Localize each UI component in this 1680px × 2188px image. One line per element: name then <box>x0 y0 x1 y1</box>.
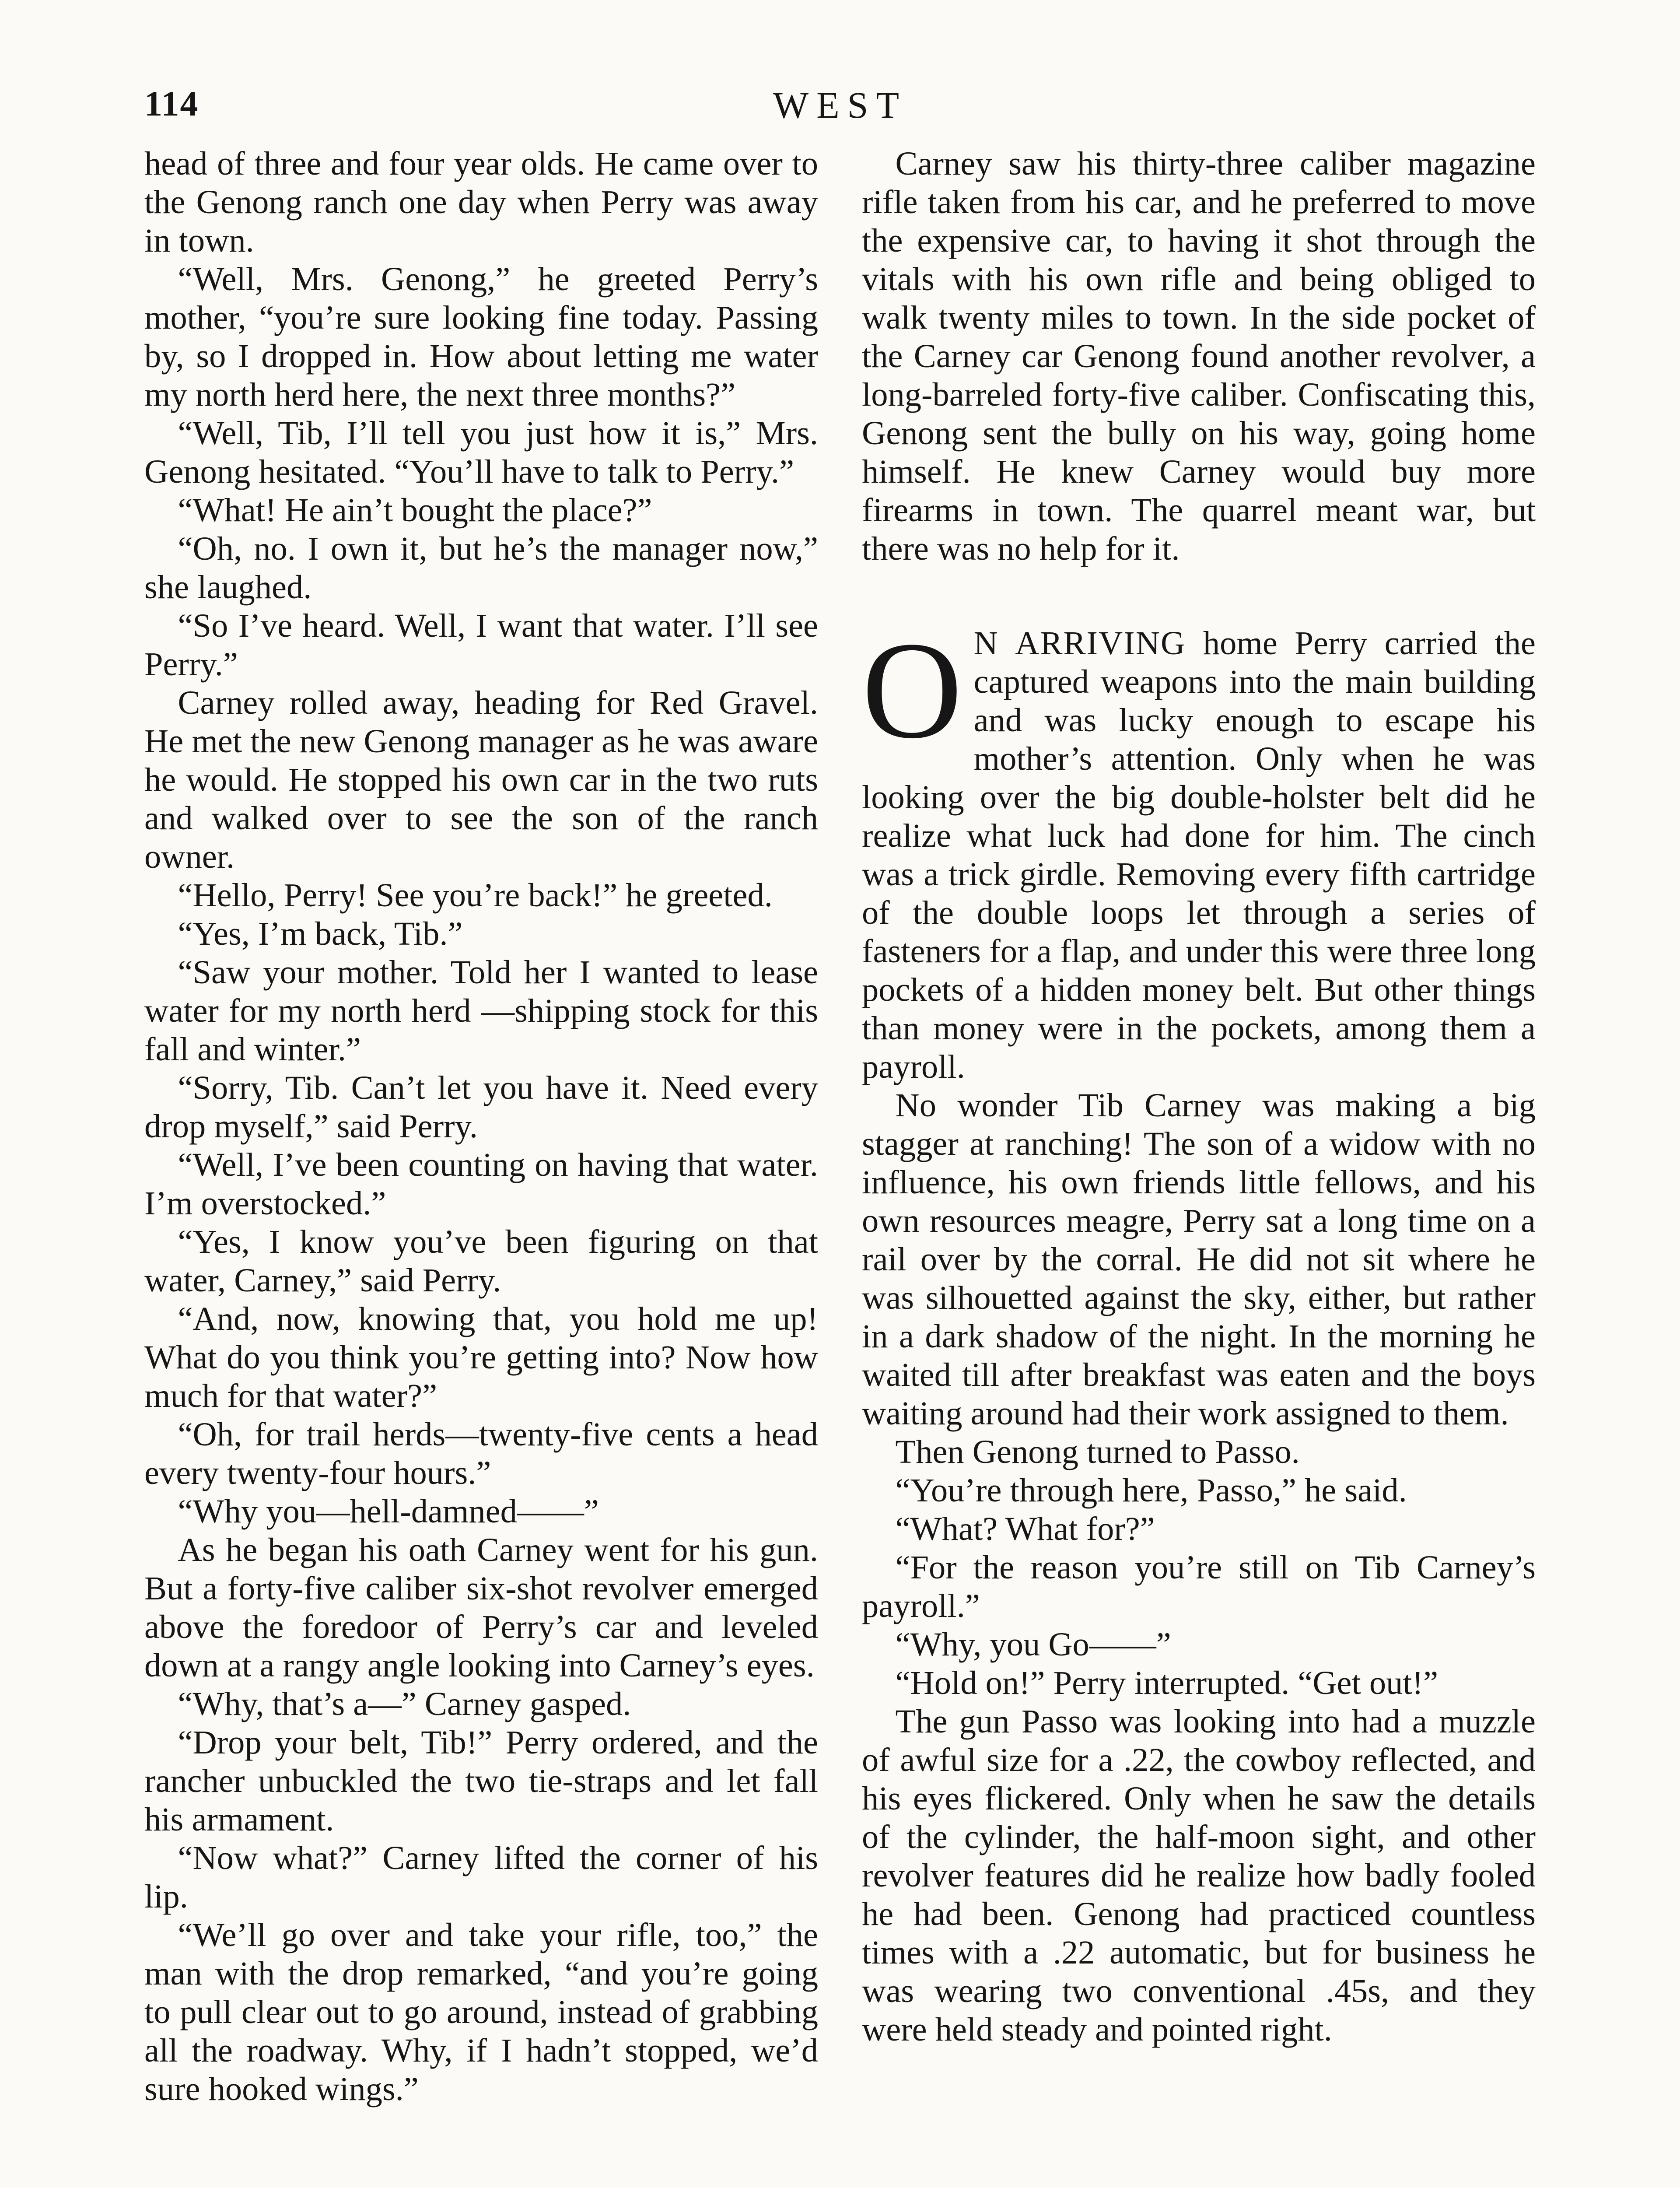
paragraph: “Oh, for trail herds—twenty-five cents a head every twenty-four hours.” <box>144 1416 818 1491</box>
paragraph: “For the reason you’re still on Tib Carney’s payroll.” <box>862 1549 1536 1624</box>
paragraph: “So I’ve heard. Well, I want that water. I’ll see Perry.” <box>144 607 818 683</box>
right-column <box>862 144 1536 2188</box>
section-opening-paragraph <box>862 613 1536 1086</box>
lead-in: N ARRIVING <box>973 624 1186 662</box>
left-column <box>144 144 818 2188</box>
paragraph: “Well, Tib, I’ll tell you just how it is,” Mrs. Genong hesitated. “You’ll have to talk to Perry.” <box>144 414 818 490</box>
paragraph: “Hello, Perry! See you’re back!” he greeted. <box>178 877 773 914</box>
page-header <box>144 83 1536 131</box>
paragraph: “Why you—hell-damned——” <box>178 1493 599 1530</box>
page-number: 114 <box>144 84 199 123</box>
paragraph: “Why, you Go——” <box>895 1626 1171 1663</box>
paragraph: No wonder Tib Carney was making a big stagger at ranching! The son of a widow with no influence, his own friends little fellows, and his own resources meagre, Perry sat a long time on a rail over by the corral. He did not sit where he was silhouetted against the sky, either, but rather in a dark shadow of the night. In the morning he waited till after breakfast was eaten and the boys waiting around had their work assigned to them. <box>862 1087 1536 1432</box>
paragraph: Carney saw his thirty-three caliber magazine rifle taken from his car, and he preferred to move the expensive car, to having it shot through the vitals with his own rifle and being obliged to walk twenty miles to town. In the side pocket of the Carney car Genong found another revolver, a long-barreled forty-five caliber. Confiscating this, Genong sent the bully on his way, going home himself. He knew Carney would buy more firearms in town. The quarrel meant war, but there was no help for it. <box>862 145 1536 567</box>
paragraph: Then Genong turned to Passo. <box>895 1433 1300 1470</box>
paragraph: “Yes, I’m back, Tib.” <box>178 915 463 952</box>
paragraph: “Yes, I know you’ve been figuring on that water, Carney,” said Perry. <box>144 1223 818 1299</box>
paragraph: “What? What for?” <box>895 1510 1155 1547</box>
paragraph: “Drop your belt, Tib!” Perry ordered, and the rancher unbuckled the two tie-straps and let fall his armament. <box>144 1724 818 1838</box>
paragraph: “Well, I’ve been counting on having that water. I’m overstocked.” <box>144 1146 818 1222</box>
paragraph: “Saw your mother. Told her I wanted to lease water for my north herd —shipping stock for this fall and winter.” <box>144 954 818 1068</box>
paragraph: “Hold on!” Perry interrupted. “Get out!” <box>895 1664 1438 1701</box>
paragraph: “Now what?” Carney lifted the corner of his lip. <box>144 1839 818 1915</box>
paragraph: “And, now, knowing that, you hold me up! What do you think you’re getting into? Now how much for that water?” <box>144 1300 818 1414</box>
paragraph: “You’re through here, Passo,” he said. <box>895 1472 1407 1509</box>
paragraph: Carney rolled away, heading for Red Gravel. He met the new Genong manager as he was aware he would. He stopped his own car in the two ruts and walked over to see the son of the ranch owner. <box>144 684 818 875</box>
paragraph: “We’ll go over and take your rifle, too,” the man with the drop remarked, “and you’re going to pull clear out to go around, instead of grabbing all the roadway. Why, if I hadn’t stopped, we’d sure hooked wings.” <box>144 1916 818 2107</box>
paragraph: “What! He ain’t bought the place?” <box>178 491 652 529</box>
section-text: home Perry carried the captured weapons into the main building and was lucky enough to escape his mother’s attention. Only when he was looking over the big double-holster belt did he realize what luck had done for him. The cinch was a trick girdle. Removing every fifth cartridge of the double loops let through a series of fasteners for a flap, and under this were three long pockets of a hidden money belt. But other things than money were in the pockets, among them a payroll. <box>862 624 1536 1085</box>
paragraph: “Sorry, Tib. Can’t let you have it. Need every drop myself,” said Perry. <box>144 1069 818 1145</box>
paragraph: As he began his oath Carney went for his gun. But a forty-five caliber six-shot revolver emerged above the foredoor of Perry’s car and leveled down at a rangy angle looking into Carney’s eyes. <box>144 1531 818 1684</box>
paragraph: The gun Passo was looking into had a muzzle of awful size for a .22, the cowboy reflected, and his eyes flickered. Only when he saw the details of the cylinder, the half-moon sight, and other revolver features did he realize how badly fooled he had been. Genong had practiced countless times with a .22 automatic, but for business he was wearing two conventional .45s, and they were held steady and pointed right. <box>862 1703 1536 2048</box>
drop-cap: O <box>862 613 962 767</box>
running-head: WEST <box>773 84 907 126</box>
paragraph: “Why, that’s a—” Carney gasped. <box>178 1685 631 1722</box>
paragraph: “Oh, no. I own it, but he’s the manager now,” she laughed. <box>144 530 818 606</box>
paragraph: head of three and four year olds. He came over to the Genong ranch one day when Perry was away in town. <box>144 145 818 259</box>
paragraph: “Well, Mrs. Genong,” he greeted Perry’s mother, “you’re sure looking fine today. Passing by, so I dropped in. How about letting me water my north herd here, the next three months?” <box>144 260 818 413</box>
